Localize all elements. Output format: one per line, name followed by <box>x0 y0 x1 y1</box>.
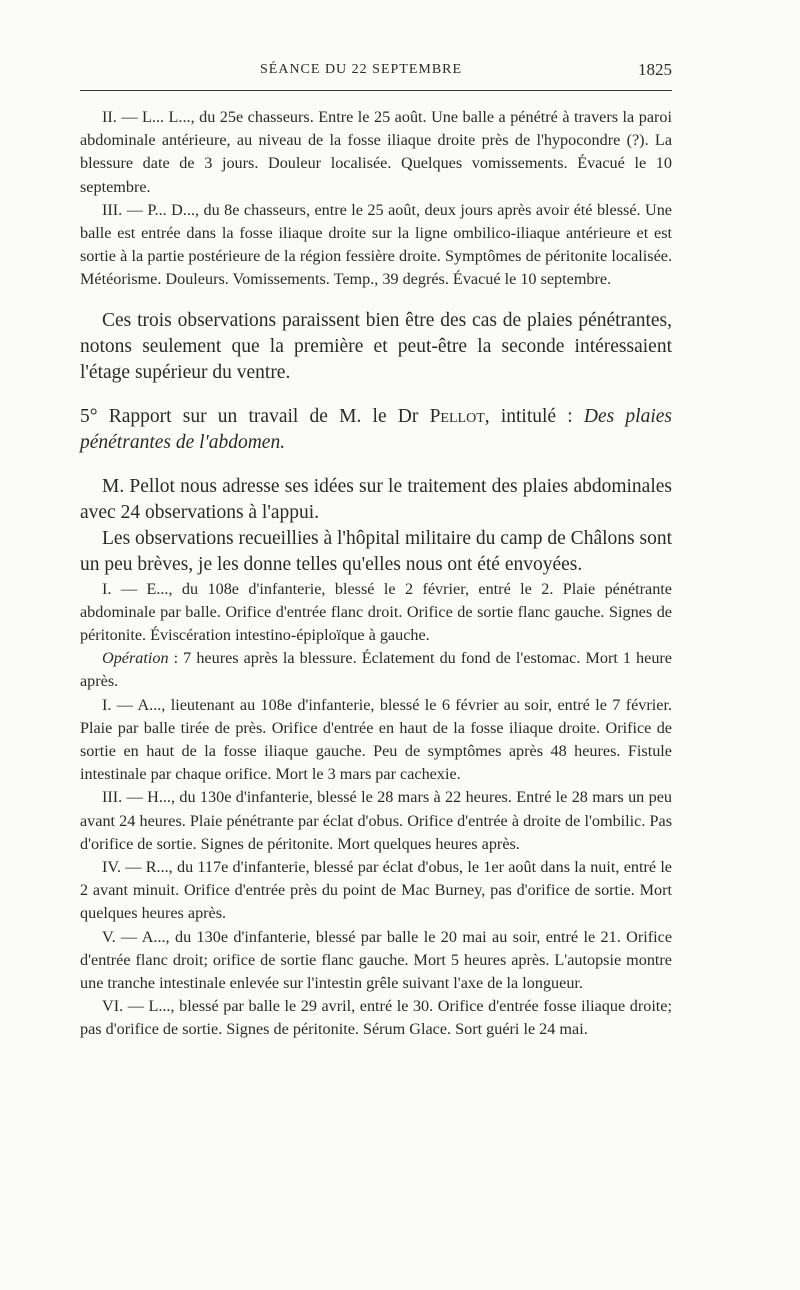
case-paragraph: III. — P... D..., du 8e chasseurs, entre le 25 août, deux jours après avoir été blessé. Une balle est entrée dans la fosse iliaque droite sur la ligne ombilico-iliaque antérieure et est sortie à la partie postérieure de la région fessière droite. Symptômes de péritonite localisée. Météorisme. Douleurs. Vomissements. Temp., 39 degrés. Évacué le 10 septembre. <box>80 200 672 289</box>
report-paragraph <box>80 404 672 456</box>
report-title: Des plaies pénétrantes de l'abdomen. <box>80 405 672 453</box>
operation-paragraph <box>80 647 672 693</box>
intro-block <box>80 474 672 578</box>
case-paragraph: III. — H..., du 130e d'infanterie, blessé le 28 mars à 22 heures. Entré le 28 mars un peu avant 24 heures. Plaie pénétrante par éclat d'obus. Orifice d'entrée à droite de l'ombilic. Pas d'orifice de sortie. Signes de péritonite. Mort quelques heures après. <box>80 788 672 853</box>
comment-paragraph: Ces trois observations paraissent bien être des cas de plaies pénétrantes, notons seulement que la première et peut-être la seconde intéressaient l'étage supérieur du ventre. <box>80 309 672 383</box>
comment-block <box>80 308 672 386</box>
report-prefix: 5° Rapport sur un travail de M. le Dr <box>80 405 430 427</box>
case-paragraph: VI. — L..., blessé par balle le 29 avril, entré le 30. Orifice d'entrée fosse iliaque droite; pas d'orifice de sortie. Signes de péritonite. Sérum Glace. Sort guéri le 24 mai. <box>80 997 672 1039</box>
cases-block-a <box>80 106 672 292</box>
operation-text: : 7 heures après la blessure. Éclatement du fond de l'estomac. Mort 1 heure après. <box>80 649 672 691</box>
header-title: SÉANCE DU 22 SEPTEMBRE <box>260 62 463 77</box>
operation-label: Opération <box>102 649 169 668</box>
running-header <box>80 56 672 91</box>
page-number: 1825 <box>638 60 672 79</box>
report-heading <box>80 404 672 456</box>
case-paragraph: I. — A..., lieutenant au 108e d'infanterie, blessé le 6 février au soir, entré le 7 février. Plaie par balle tirée de près. Orifice d'entrée en haut de la fosse iliaque droite. Orifice de sortie en haut de la fosse iliaque gauche. Peu de symptômes après 48 heures. Fistule intestinale par chaque orifice. Mort le 3 mars par cachexie. <box>80 695 672 784</box>
document-page <box>80 56 672 1042</box>
report-middle: , intitulé : <box>484 405 584 427</box>
intro-paragraph: Les observations recueillies à l'hôpital militaire du camp de Châlons sont un peu brèves, je les donne telles qu'elles nous ont été envoyées. <box>80 527 672 575</box>
intro-paragraph: M. Pellot nous adresse ses idées sur le traitement des plaies abdominales avec 24 observations à l'appui. <box>80 475 672 523</box>
case-paragraph: IV. — R..., du 117e d'infanterie, blessé par éclat d'obus, le 1er août dans la nuit, entré le 2 avant minuit. Orifice d'entrée près du point de Mac Burney, pas d'orifice de sortie. Mort quelques heures après. <box>80 858 672 923</box>
case-paragraph: V. — A..., du 130e d'infanterie, blessé par balle le 20 mai au soir, entré le 21. Orifice d'entrée flanc droit; orifice de sortie flanc gauche. Mort 5 heures après. L'autopsie montre une tranche intestinale enlevée sur l'intestin grêle suivant l'axe de la longueur. <box>80 927 672 993</box>
case-paragraph: I. — E..., du 108e d'infanterie, blessé le 2 février, entré le 2. Plaie pénétrante abdominale par balle. Orifice d'entrée flanc droit. Orifice de sortie flanc gauche. Signes de péritonite. Éviscération intestino-épiploïque à gauche. <box>80 579 672 645</box>
report-author: Pellot <box>429 405 485 427</box>
cases-block-b <box>80 578 672 1042</box>
case-paragraph: II. — L... L..., du 25e chasseurs. Entre le 25 août. Une balle a pénétré à travers la paroi abdominale antérieure, au niveau de la fosse iliaque droite près de l'hypocondre (?). La blessure date de 3 jours. Douleur localisée. Quelques vomissements. Évacué le 10 septembre. <box>80 108 672 196</box>
